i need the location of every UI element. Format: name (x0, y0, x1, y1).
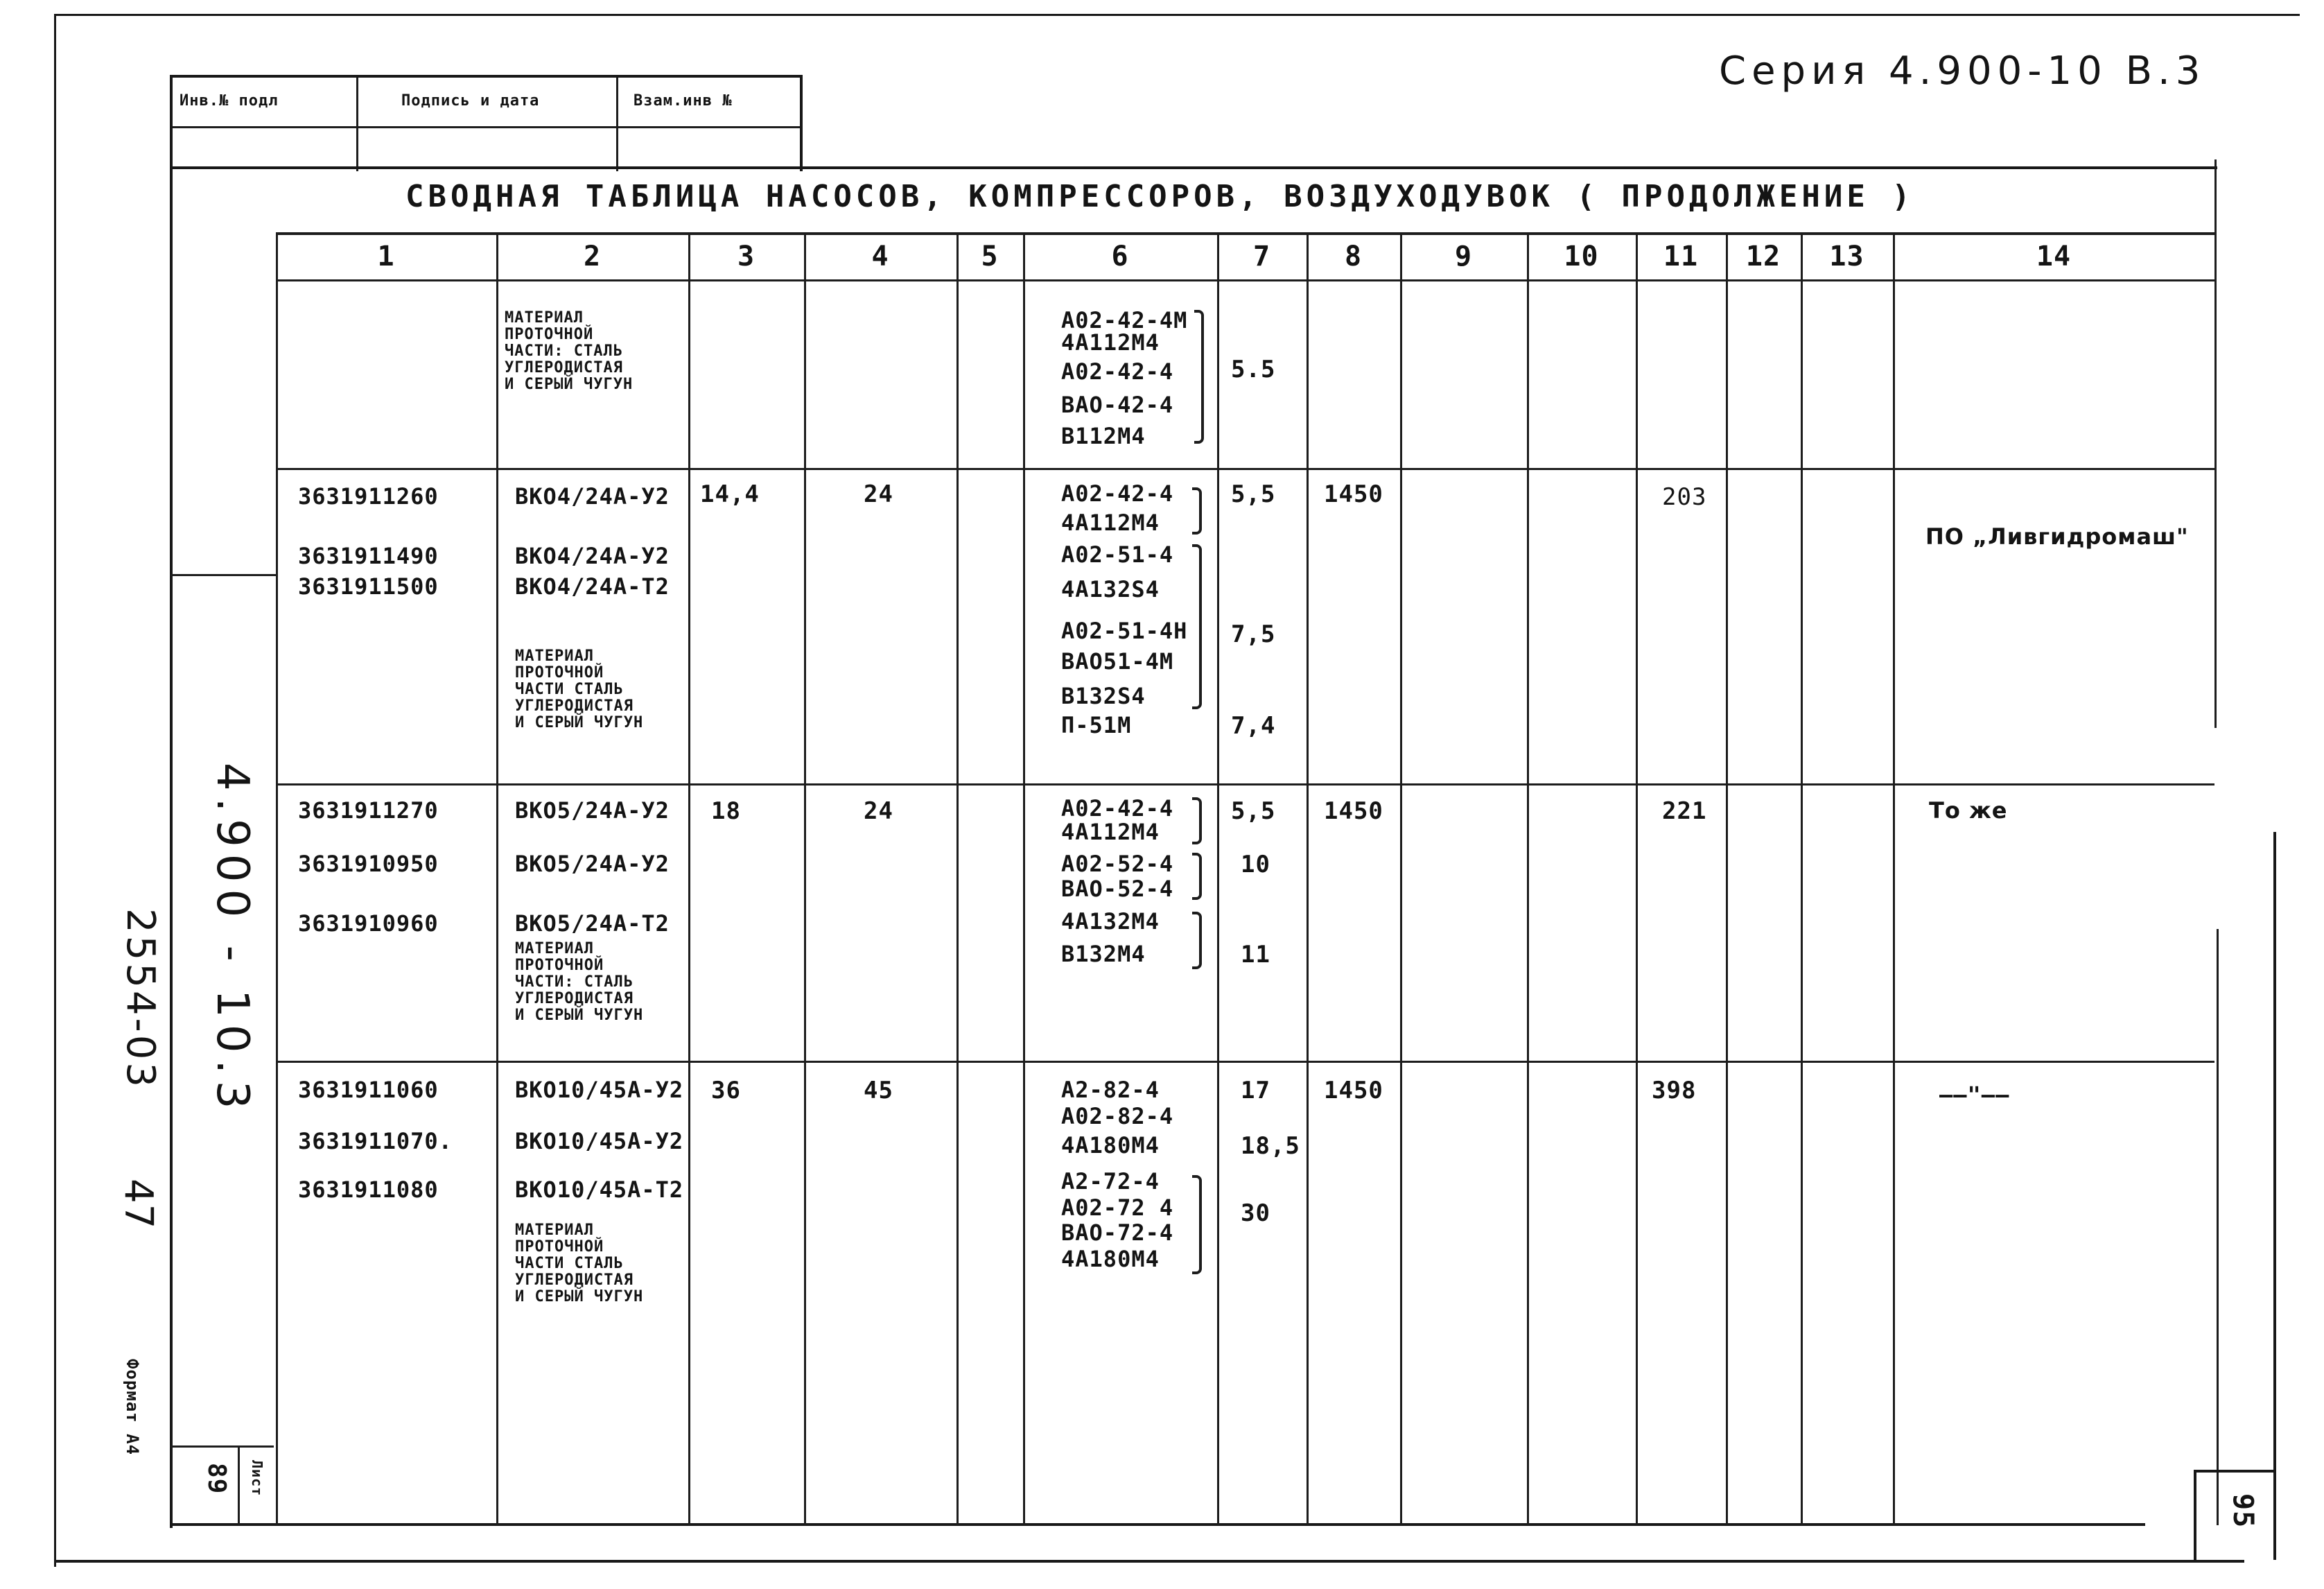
handwritten-number: 47 (116, 1179, 161, 1230)
motor-model: ВАО-52-4 (1061, 876, 1174, 902)
margin-divider (170, 574, 277, 576)
motor-model: А02-42-4 (1061, 358, 1174, 385)
brace-mark (1192, 1175, 1202, 1274)
pump-model: ВКО10/45А-Т2 (515, 1176, 684, 1203)
page-number: 95 (2227, 1493, 2259, 1529)
motor-model: А02-42-4М (1061, 307, 1188, 333)
inv-label: Инв.№ подл (180, 92, 279, 110)
left-border (54, 14, 56, 1567)
motor-model: В112М4 (1061, 423, 1146, 449)
catalog-code: 3631911270 (298, 797, 439, 824)
manufacturer: То же (1929, 797, 2008, 824)
motor-model: А02-42-4 (1061, 480, 1174, 507)
bottom-border (54, 1560, 2244, 1563)
motor-model: А2-82-4 (1061, 1077, 1160, 1103)
power-value: 7,4 (1231, 712, 1276, 740)
replace-label: Взам.инв № (634, 92, 733, 110)
motor-model: А02-51-4 (1061, 541, 1174, 568)
summary-table (276, 232, 2214, 1525)
motor-model: А02-82-4 (1061, 1103, 1174, 1129)
brace-mark (1192, 797, 1202, 844)
flow-value: 36 (711, 1077, 741, 1104)
pump-model: ВКО5/24А-У2 (515, 851, 670, 877)
motor-model: В132S4 (1061, 683, 1146, 709)
motor-model: 4А132М4 (1061, 908, 1160, 935)
catalog-code: 3631911490 (298, 543, 439, 569)
material-note: МАТЕРИАЛ ПРОТОЧНОЙ ЧАСТИ: СТАЛЬ УГЛЕРОДИСТАЯ И СЕРЫЙ ЧУГУН (505, 309, 634, 393)
motor-model: ВАО51-4М (1061, 648, 1174, 675)
catalog-code: 3631910960 (298, 910, 439, 937)
col-header-6: 6 (1111, 241, 1129, 272)
catalog-code: 3631911260 (298, 483, 439, 510)
brace-mark (1194, 310, 1204, 444)
col-header-13: 13 (1829, 241, 1864, 272)
power-value: 5.5 (1231, 356, 1276, 383)
manufacturer: ——"—— (1939, 1082, 2010, 1108)
power-value: 10 (1241, 851, 1270, 878)
col-header-10: 10 (1564, 241, 1599, 272)
col-header-11: 11 (1663, 241, 1699, 272)
power-value: 30 (1241, 1199, 1270, 1227)
motor-model: А02-42-4 (1061, 795, 1174, 822)
page-number-box (2194, 1470, 2276, 1563)
mass-value: 398 (1652, 1077, 1697, 1104)
brace-mark (1192, 544, 1202, 709)
top-border (54, 14, 2300, 16)
col-header-8: 8 (1344, 241, 1363, 272)
motor-model: П-51М (1061, 712, 1132, 738)
doc-code-vertical: 4.900 - 10.3 (207, 763, 258, 1116)
brace-mark (1192, 487, 1202, 535)
catalog-code: 3631911080 (298, 1176, 439, 1203)
right-border (2273, 832, 2276, 1560)
motor-model: А2-72-4 (1061, 1168, 1160, 1195)
power-value: 5,5 (1231, 480, 1276, 508)
power-value: 11 (1241, 941, 1270, 969)
pump-model: ВКО5/24А-У2 (515, 797, 670, 824)
motor-model: 4А112М4 (1061, 329, 1160, 356)
motor-model: А02-72 4 (1061, 1195, 1174, 1221)
catalog-code: 3631911070. (298, 1128, 453, 1154)
catalog-code: 3631911500 (298, 573, 439, 600)
flow-value: 18 (711, 797, 741, 825)
motor-model: А02-52-4 (1061, 851, 1174, 877)
head-value: 24 (864, 797, 893, 825)
motor-model: 4А180М4 (1061, 1132, 1160, 1158)
power-value: 5,5 (1231, 797, 1276, 825)
pump-model: ВКО4/24А-Т2 (515, 573, 670, 600)
table-title: СВОДНАЯ ТАБЛИЦА НАСОСОВ, КОМПРЕССОРОВ, ВОЗДУХОДУВОК ( ПРОДОЛЖЕНИЕ ) (405, 179, 1914, 214)
right-frame-bottom (2217, 929, 2219, 1525)
motor-model: 4А132S4 (1061, 576, 1160, 602)
col-header-9: 9 (1454, 241, 1473, 272)
motor-model: 4А112М4 (1061, 510, 1160, 536)
motor-model: А02-51-4Н (1061, 618, 1188, 644)
head-value: 24 (864, 480, 893, 508)
col-header-2: 2 (583, 241, 602, 272)
material-note: МАТЕРИАЛ ПРОТОЧНОЙ ЧАСТИ: СТАЛЬ УГЛЕРОДИСТАЯ И СЕРЫЙ ЧУГУН (515, 940, 644, 1024)
motor-model: ВАО-42-4 (1061, 392, 1174, 418)
approval-stamp (170, 75, 803, 171)
pump-model: ВКО10/45А-У2 (515, 1077, 684, 1103)
sign-label: Подпись и дата (401, 92, 540, 110)
catalog-code: 3631911060 (298, 1077, 439, 1103)
power-value: 17 (1241, 1077, 1270, 1104)
manufacturer: ПО „Ливгидромаш" (1925, 523, 2189, 550)
sheet-box (170, 1445, 274, 1525)
power-value: 18,5 (1241, 1132, 1300, 1160)
speed-value: 1450 (1324, 480, 1383, 508)
speed-value: 1450 (1324, 1077, 1383, 1104)
motor-model: ВАО-72-4 (1061, 1219, 1174, 1246)
col-header-14: 14 (2036, 241, 2072, 272)
pump-model: ВКО5/24А-Т2 (515, 910, 670, 937)
pump-model: ВКО4/24А-У2 (515, 483, 670, 510)
flow-value: 14,4 (700, 480, 760, 508)
brace-mark (1192, 912, 1202, 969)
speed-value: 1450 (1324, 797, 1383, 825)
col-header-1: 1 (377, 241, 395, 272)
material-note: МАТЕРИАЛ ПРОТОЧНОЙ ЧАСТИ СТАЛЬ УГЛЕРОДИСТАЯ И СЕРЫЙ ЧУГУН (515, 1222, 644, 1305)
pump-model: ВКО10/45А-У2 (515, 1128, 684, 1154)
material-note: МАТЕРИАЛ ПРОТОЧНОЙ ЧАСТИ СТАЛЬ УГЛЕРОДИСТАЯ И СЕРЫЙ ЧУГУН (515, 648, 644, 731)
sheet-number: 89 (202, 1463, 231, 1495)
right-frame-top (2214, 159, 2217, 728)
series-label: Серия 4.900-10 В.3 (1719, 49, 2206, 94)
col-header-5: 5 (981, 241, 999, 272)
motor-model: 4А112М4 (1061, 819, 1160, 845)
mass-value: 221 (1662, 797, 1707, 825)
sheet-label: Лист (249, 1460, 265, 1497)
brace-mark (1192, 853, 1202, 900)
pump-model: ВКО4/24А-У2 (515, 543, 670, 569)
motor-model: В132М4 (1061, 941, 1146, 967)
mass-value: 203 (1662, 483, 1707, 511)
inventory-number: 2554-03 (118, 908, 163, 1090)
catalog-code: 3631910950 (298, 851, 439, 877)
format-label: Формат А4 (123, 1359, 142, 1456)
col-header-4: 4 (871, 241, 889, 272)
motor-model: 4А180М4 (1061, 1246, 1160, 1272)
power-value: 7,5 (1231, 620, 1276, 648)
col-header-3: 3 (737, 241, 755, 272)
col-header-12: 12 (1745, 241, 1781, 272)
head-value: 45 (864, 1077, 893, 1104)
col-header-7: 7 (1252, 241, 1271, 272)
